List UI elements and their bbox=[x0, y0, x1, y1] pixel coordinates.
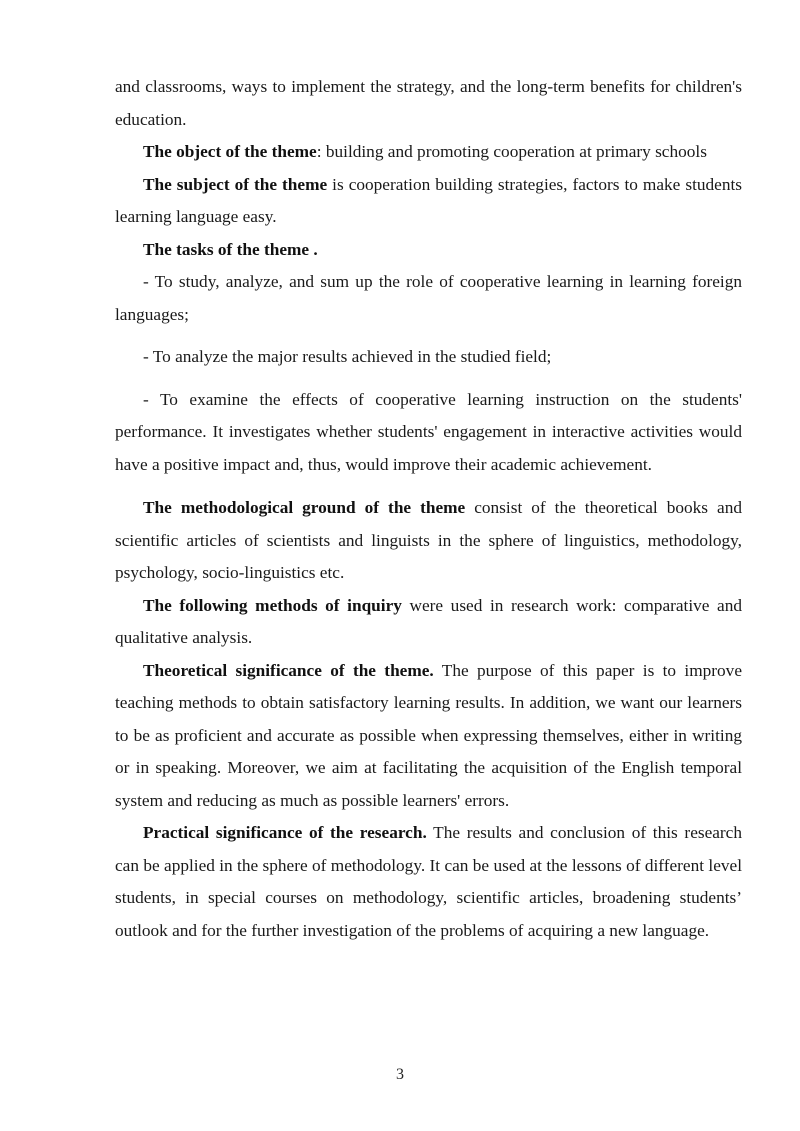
object-heading: The object of the theme bbox=[143, 142, 317, 161]
intro-paragraph: and classrooms, ways to implement the strategy, and the long-term benefits for children's education. bbox=[115, 77, 742, 129]
practical-text: The results and conclusion of this research can be applied in the sphere of methodology. It can be used at the lessons of different level students, in special courses on methodology, scientific articles, broadening students’ outlook and for the further investigation of the problems of acquiring a new language. bbox=[115, 823, 742, 940]
theoretical-heading: Theoretical significance of the theme. bbox=[143, 660, 434, 680]
methodological-text: consist of the theoretical books and scientific articles of scientists and linguists in the sphere of linguistics, methodology, psychology, socio-linguistics etc. bbox=[115, 498, 742, 582]
methodological-heading: The methodological ground of the theme bbox=[143, 498, 466, 517]
theoretical-paragraph bbox=[115, 655, 742, 818]
page-number: 3 bbox=[396, 1066, 404, 1083]
theoretical-text: The purpose of this paper is to improve teaching methods to obtain satisfactory learning results. In addition, we want our learners to be as proficient and accurate as possible when expressing themselves, either in writing or in speaking. Moreover, we aim at facilitating the acquisition of the English temporal system and reducing as much as possible learners' errors. bbox=[115, 660, 742, 810]
methods-paragraph bbox=[115, 590, 742, 655]
methodological-paragraph bbox=[115, 492, 742, 590]
task-item: - To examine the effects of cooperative learning instruction on the students' performance. It investigates whether students' engagement in interactive activities would have a positive impact and, thus, would improve their academic achievement. bbox=[115, 389, 742, 474]
task-item: - To study, analyze, and sum up the role of cooperative learning in learning foreign languages; bbox=[115, 272, 742, 324]
object-text: : building and promoting cooperation at primary schools bbox=[316, 142, 707, 161]
practical-paragraph bbox=[115, 817, 742, 947]
object-paragraph bbox=[115, 136, 742, 169]
subject-heading: The subject of the theme bbox=[143, 174, 328, 194]
task-item: - To analyze the major results achieved in the studied field; bbox=[143, 347, 552, 366]
subject-text: is cooperation building strategies, factors to make students learning language easy. bbox=[115, 174, 742, 226]
subject-paragraph bbox=[115, 169, 742, 234]
body-text bbox=[115, 71, 742, 947]
tasks-heading: The tasks of the theme . bbox=[143, 239, 318, 259]
methods-heading: The following methods of inquiry bbox=[143, 595, 402, 615]
practical-heading: Practical significance of the research. bbox=[143, 823, 427, 842]
methods-text: were used in research work: comparative and qualitative analysis. bbox=[115, 595, 743, 647]
tasks-heading-paragraph bbox=[115, 234, 742, 267]
